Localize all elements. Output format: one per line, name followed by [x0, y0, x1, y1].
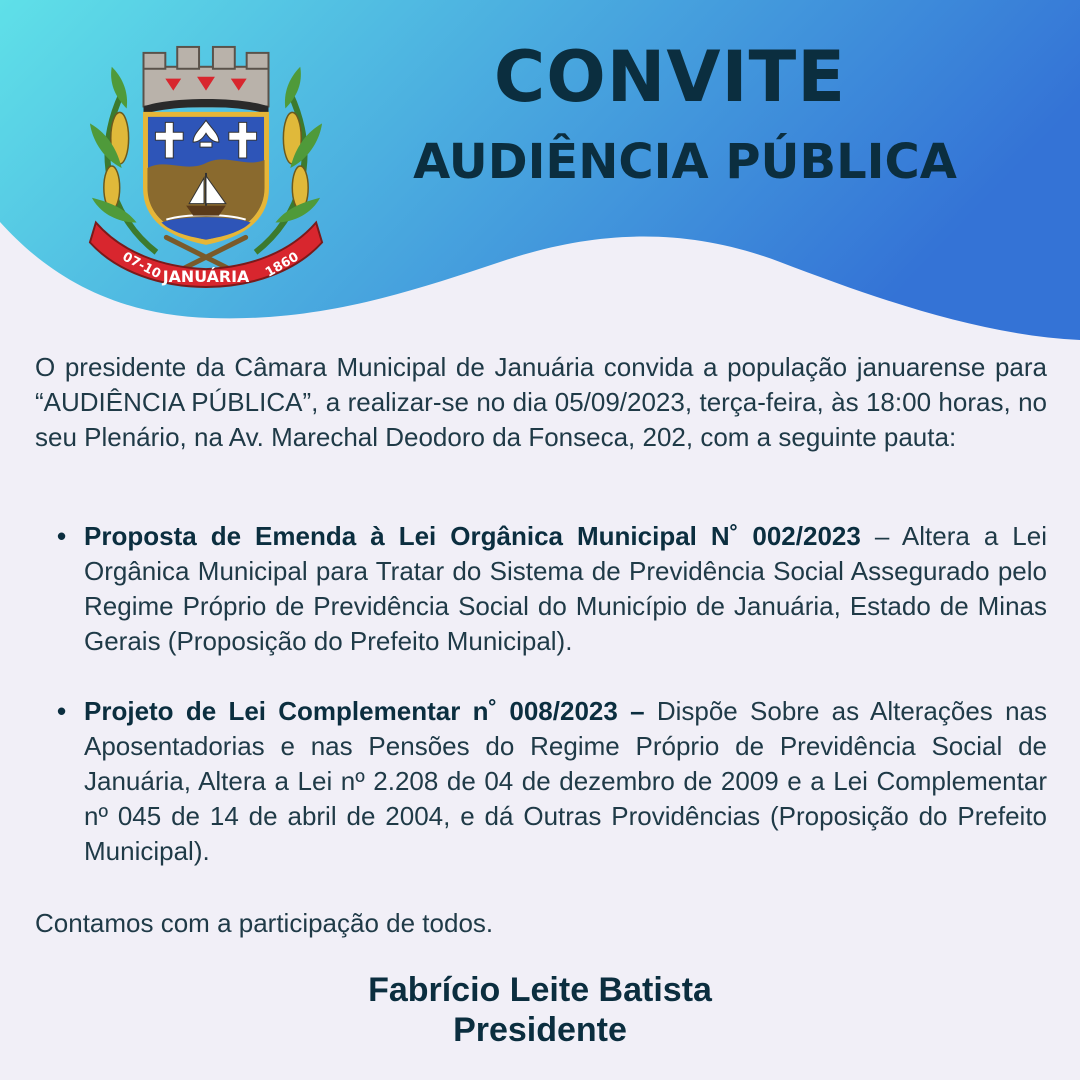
banner-text-left: 07-10 — [119, 249, 164, 283]
bullet-icon: • — [57, 696, 67, 726]
bullet-icon: • — [57, 521, 67, 551]
mural-crown-icon — [144, 47, 269, 114]
januaria-coat-of-arms — [82, 38, 330, 288]
agenda-item-title: Projeto de Lei Complementar n˚ 008/2023 – — [84, 696, 645, 726]
banner-text-center: JANUÁRIA — [162, 267, 250, 287]
agenda-item-description: – Altera a Lei Orgânica Municipal para Tratar do Sistema de Previdência Social Assegurado pelo Regime Próprio de Previdência Social do Município de Januária, Estado de Minas Gerais (Proposição do Prefeito Municipal). — [84, 521, 1048, 656]
banner-text-right: 1860 — [262, 249, 302, 281]
heraldic-shield-icon — [145, 114, 266, 242]
signature-role: Presidente — [453, 1011, 627, 1049]
page-title: CONVITE — [493, 36, 847, 118]
agenda-item — [57, 519, 1048, 659]
signature-name: Fabrício Leite Batista — [368, 971, 712, 1009]
agenda-item-description: Dispõe Sobre as Alterações nas Aposentadorias e nas Pensões do Regime Próprio de Previdência Social de Januária, Altera a Lei nº 2.208 de 04 de dezembro de 2009 e a Lei Complementar nº 045 de 14 de abril de 2004, e dá Outras Providências (Proposição do Prefeito Municipal). — [84, 696, 1047, 866]
agenda-item-title: Proposta de Emenda à Lei Orgânica Municipal N˚ 002/2023 — [84, 521, 861, 551]
page-subtitle: AUDIÊNCIA PÚBLICA — [413, 134, 957, 190]
intro-paragraph: O presidente da Câmara Municipal de Januária convida a população januarense para “AUDIÊNCIA PÚBLICA”, a realizar-se no dia 05/09/2023, terça-feira, às 18:00 horas, no seu Plenário, na Av. Marechal Deodoro da Fonseca, 202, com a seguinte pauta: — [35, 352, 1047, 452]
closing-text: Contamos com a participação de todos. — [35, 908, 494, 938]
agenda-list — [57, 519, 1048, 869]
agenda-item — [57, 694, 1047, 869]
